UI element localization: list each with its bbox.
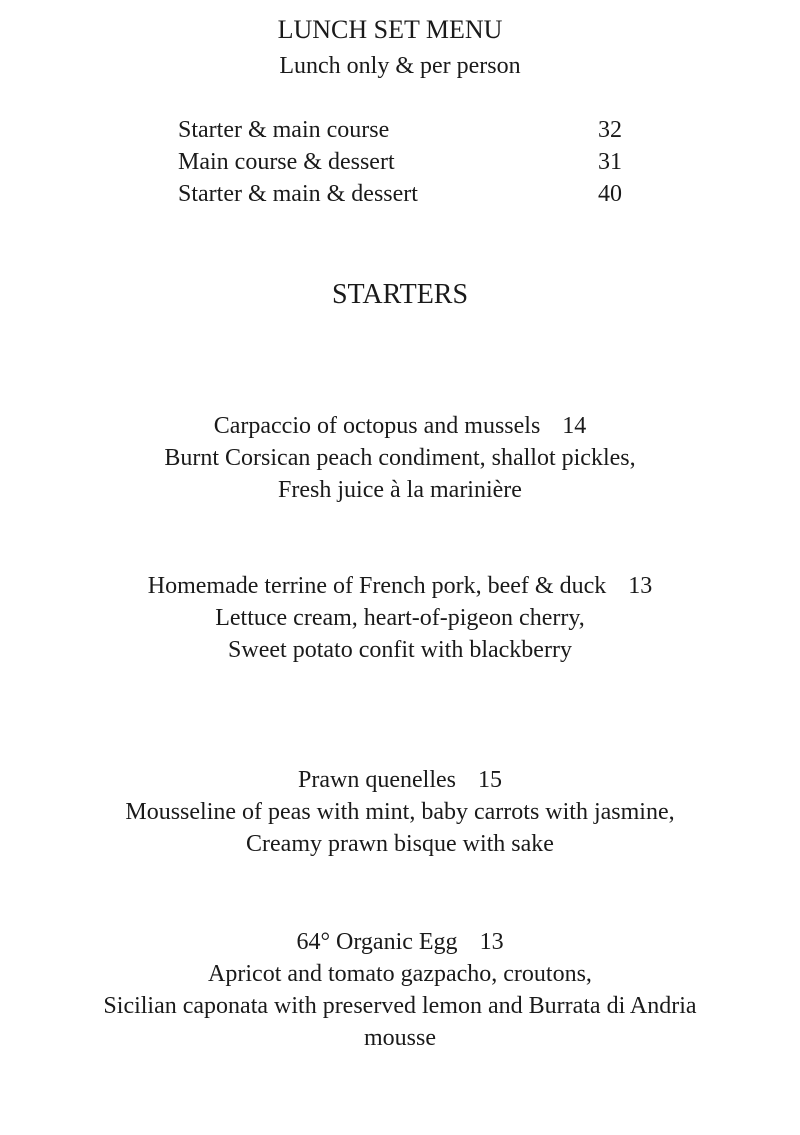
dish-description-line: Lettuce cream, heart-of-pigeon cherry,: [215, 605, 585, 631]
dish-name: Homemade terrine of French pork, beef & duck: [147, 573, 607, 599]
dish-description-line: Fresh juice à la marinière: [278, 477, 522, 503]
set-option-price: 31: [598, 149, 622, 175]
dish-item: [0, 926, 800, 1054]
dish-description-line: Mousseline of peas with mint, baby carrots with jasmine,: [125, 799, 675, 825]
dish-name: Carpaccio of octopus and mussels: [213, 413, 541, 439]
starters-heading: STARTERS: [331, 279, 469, 310]
set-option-label: Starter & main & dessert: [178, 181, 418, 207]
dish-item: [0, 570, 800, 666]
dish-description-line: mousse: [364, 1025, 436, 1051]
set-option-row: [178, 146, 628, 178]
dish-price: 14: [562, 413, 587, 439]
dish-item: [0, 410, 800, 506]
dish-description-line: Sweet potato confit with blackberry: [228, 637, 572, 663]
dish-name: 64° Organic Egg: [296, 929, 458, 955]
dish-header: [0, 410, 800, 442]
set-option-price: 32: [598, 117, 622, 143]
dish-header: [0, 570, 800, 602]
menu-subtitle: Lunch only & per person: [279, 53, 521, 79]
dish-header: [0, 764, 800, 796]
dish-price: 13: [479, 929, 504, 955]
dish-description-line: Apricot and tomato gazpacho, croutons,: [208, 961, 592, 987]
dish-header: [0, 926, 800, 958]
menu-title: LUNCH SET MENU: [277, 15, 503, 44]
dish-item: [0, 764, 800, 860]
dish-price: 15: [477, 767, 502, 793]
set-option-label: Main course & dessert: [178, 149, 395, 175]
set-option-price: 40: [598, 181, 622, 207]
set-option-row: [178, 178, 628, 210]
dish-description-line: Sicilian caponata with preserved lemon and Burrata di Andria: [103, 993, 697, 1019]
dish-description-line: Burnt Corsican peach condiment, shallot pickles,: [164, 445, 636, 471]
dish-name: Prawn quenelles: [298, 767, 456, 793]
dish-price: 13: [628, 573, 653, 599]
set-option-row: [178, 114, 628, 146]
dish-description-line: Creamy prawn bisque with sake: [246, 831, 554, 857]
set-option-label: Starter & main course: [178, 117, 390, 143]
